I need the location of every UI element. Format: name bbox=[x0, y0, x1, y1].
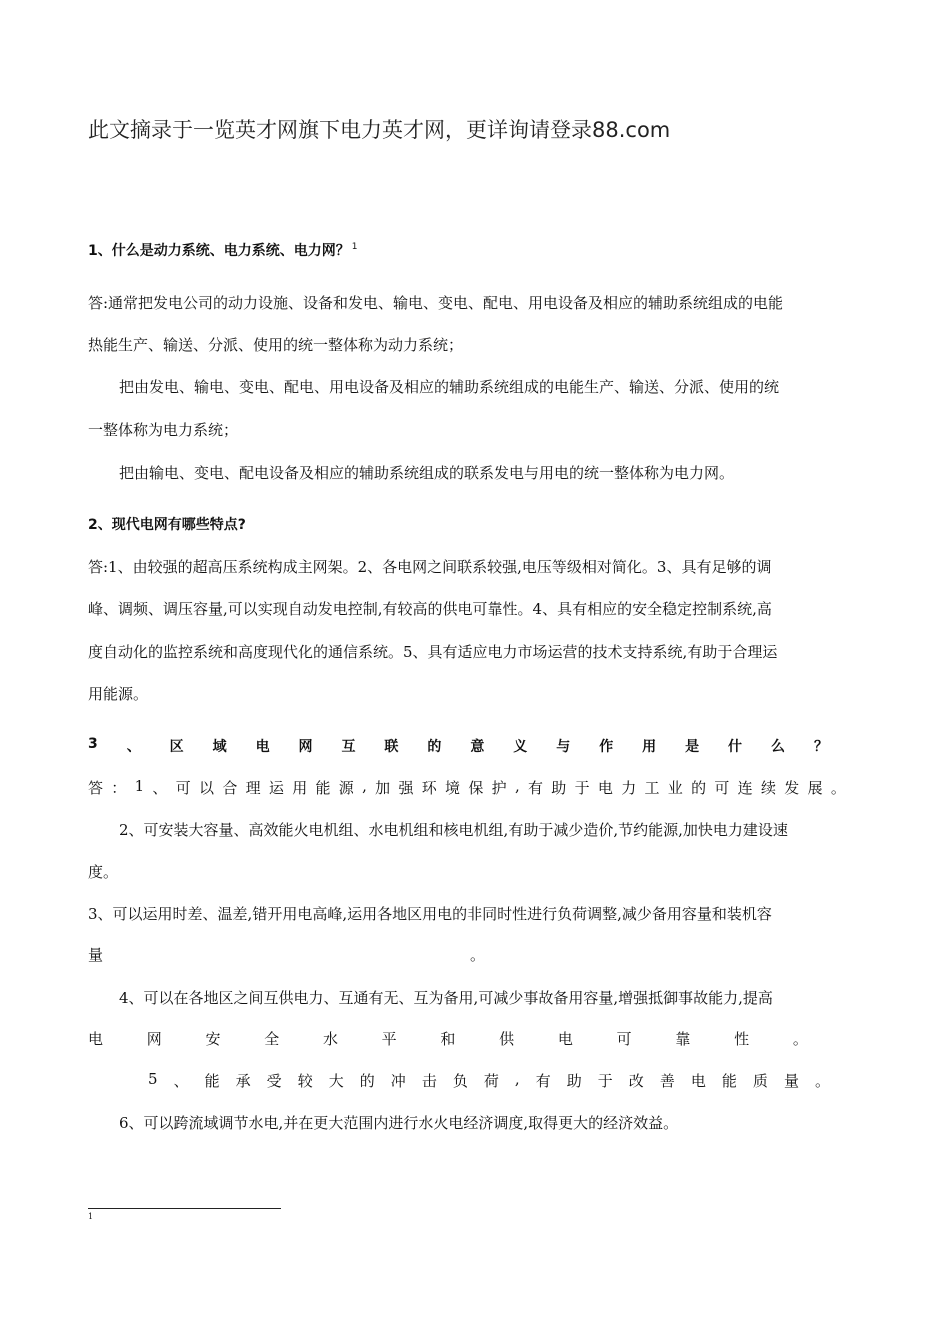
char: 可 bbox=[616, 1030, 632, 1048]
char: 。 bbox=[792, 1030, 808, 1048]
char: 于 bbox=[574, 779, 590, 797]
char: 和 bbox=[440, 1030, 456, 1048]
char: , bbox=[362, 777, 367, 795]
char: 承 bbox=[235, 1072, 251, 1090]
q3-answer-line-3: 度。 bbox=[88, 863, 119, 881]
char: 护 bbox=[491, 779, 507, 797]
char: 业 bbox=[667, 779, 683, 797]
document-header: 此文摘录于一览英才网旗下电力英才网，更详询请登录88.com bbox=[88, 118, 671, 142]
char: 连 bbox=[737, 779, 753, 797]
q3-answer-line-7 bbox=[88, 1028, 808, 1049]
q3-answer-line-9: 6、可以跨流域调节水电,并在更大范围内进行水火电经济调度,取得更大的经济效益。 bbox=[119, 1114, 679, 1132]
char: 供 bbox=[499, 1030, 515, 1048]
char: 可 bbox=[714, 779, 730, 797]
footnote-separator bbox=[88, 1208, 281, 1209]
char: 运 bbox=[268, 779, 284, 797]
char: 用 bbox=[292, 779, 308, 797]
q3-answer-line-6: 4、可以在各地区之间互供电力、互通有无、互为备用,可减少事故备用容量,增强抵御事故能力,提高 bbox=[119, 989, 773, 1007]
q2-answer-line: 度自动化的监控系统和高度现代化的通信系统。5、具有适应电力市场运营的技术支持系统,有助于合理运 bbox=[88, 643, 778, 661]
title-char: 么 bbox=[771, 739, 785, 755]
char: 力 bbox=[621, 779, 637, 797]
title-char: 互 bbox=[341, 739, 356, 755]
char: , bbox=[514, 1070, 520, 1088]
char: 性 bbox=[734, 1030, 750, 1048]
char: 受 bbox=[266, 1072, 282, 1090]
title-char: 与 bbox=[556, 739, 571, 755]
char: 能 bbox=[315, 779, 331, 797]
char: 助 bbox=[551, 779, 567, 797]
char: 、 bbox=[152, 779, 168, 797]
title-char: ？ bbox=[813, 739, 828, 755]
char: 安 bbox=[205, 1030, 221, 1048]
char: 荷 bbox=[483, 1072, 499, 1090]
char: 有 bbox=[528, 779, 544, 797]
char: 以 bbox=[199, 779, 215, 797]
footnote-reference[interactable]: 1 bbox=[351, 242, 358, 252]
title-char: 意 bbox=[470, 739, 485, 755]
char: 全 bbox=[264, 1030, 280, 1048]
char: 保 bbox=[468, 779, 484, 797]
char: 有 bbox=[535, 1072, 551, 1090]
title-char: 作 bbox=[599, 739, 614, 755]
char: 击 bbox=[421, 1072, 437, 1090]
char: 电 bbox=[690, 1072, 706, 1090]
char: 平 bbox=[381, 1030, 397, 1048]
char: 的 bbox=[359, 1072, 375, 1090]
title-char: 的 bbox=[427, 739, 442, 755]
char: 改 bbox=[628, 1072, 644, 1090]
char: 冲 bbox=[390, 1072, 406, 1090]
q1-answer-line: 把由发电、输电、变电、配电、用电设备及相应的辅助系统组成的电能生产、输送、分派、使用的统 bbox=[119, 378, 780, 396]
title-char: 用 bbox=[642, 739, 657, 755]
title-char: 是 bbox=[685, 739, 700, 755]
char: 工 bbox=[644, 779, 660, 797]
char: 量 bbox=[783, 1072, 799, 1090]
title-char: 什 bbox=[728, 739, 743, 755]
title-char: 联 bbox=[384, 739, 399, 755]
q2-answer-line: 用能源。 bbox=[88, 685, 149, 703]
char: 善 bbox=[659, 1072, 675, 1090]
q2-answer-line: 答:1、由较强的超高压系统构成主网架。2、各电网之间联系较强,电压等级相对简化。3、具有足够的调 bbox=[88, 558, 772, 576]
title-char: 义 bbox=[513, 739, 528, 755]
char: 网 bbox=[146, 1030, 162, 1048]
q1-answer-line: 热能生产、输送、分派、使用的统一整体称为动力系统； bbox=[88, 336, 464, 354]
char: , bbox=[514, 777, 520, 795]
question-2-title: 2、现代电网有哪些特点? bbox=[88, 517, 246, 533]
char: 。 bbox=[830, 779, 846, 797]
char: 较 bbox=[297, 1072, 313, 1090]
q1-answer-line: 一整体称为电力系统； bbox=[88, 421, 239, 439]
char: 能 bbox=[721, 1072, 737, 1090]
char: ： bbox=[111, 779, 127, 797]
title-char: 网 bbox=[298, 739, 313, 755]
char: 强 bbox=[398, 779, 414, 797]
q3-answer-line-5-end: 。 bbox=[470, 946, 486, 964]
q1-answer-line: 答:通常把发电公司的动力设施、设备和发电、输电、变电、配电、用电设备及相应的辅助系统组成的电能 bbox=[88, 294, 784, 312]
q3-answer-line-5-start: 量 bbox=[88, 946, 104, 964]
char: 境 bbox=[445, 779, 461, 797]
question-3-title bbox=[88, 736, 828, 756]
title-char: 、 bbox=[126, 739, 141, 755]
char: 靠 bbox=[675, 1030, 691, 1048]
char: 能 bbox=[204, 1072, 220, 1090]
char: 水 bbox=[322, 1030, 338, 1048]
char: 合 bbox=[222, 779, 238, 797]
q3-answer-line-4: 3、可以运用时差、温差,错开用电高峰,运用各地区用电的非同时性进行负荷调整,减少备用容量和装机容 bbox=[88, 905, 772, 923]
char: 、 bbox=[173, 1072, 189, 1090]
char: 答 bbox=[88, 779, 104, 797]
q1-answer-line: 把由输电、变电、配电设备及相应的辅助系统组成的联系发电与用电的统一整体称为电力网。 bbox=[119, 464, 735, 482]
q2-answer-line: 峰、调频、调压容量,可以实现自动发电控制,有较高的供电可靠性。4、具有相应的安全稳定控制系统,高 bbox=[88, 600, 772, 618]
char: 助 bbox=[566, 1072, 582, 1090]
char: 的 bbox=[691, 779, 707, 797]
char: 质 bbox=[752, 1072, 768, 1090]
char: 电 bbox=[88, 1030, 104, 1048]
char: 展 bbox=[807, 779, 823, 797]
char: 。 bbox=[814, 1072, 830, 1090]
q3-answer-line-1 bbox=[88, 777, 846, 798]
char: 1 bbox=[134, 777, 145, 795]
title-char: 3 bbox=[88, 736, 98, 752]
char: 源 bbox=[338, 779, 354, 797]
char: 5 bbox=[148, 1070, 158, 1088]
q3-answer-line-8 bbox=[148, 1070, 830, 1091]
char: 于 bbox=[597, 1072, 613, 1090]
char: 负 bbox=[452, 1072, 468, 1090]
char: 发 bbox=[784, 779, 800, 797]
char: 电 bbox=[597, 779, 613, 797]
title-char: 域 bbox=[212, 739, 227, 755]
title-char: 电 bbox=[255, 739, 270, 755]
char: 续 bbox=[760, 779, 776, 797]
char: 环 bbox=[421, 779, 437, 797]
char: 大 bbox=[328, 1072, 344, 1090]
char: 可 bbox=[175, 779, 191, 797]
char: 电 bbox=[557, 1030, 573, 1048]
footnote-marker: 1 bbox=[88, 1212, 94, 1221]
char: 加 bbox=[375, 779, 391, 797]
char: 理 bbox=[245, 779, 261, 797]
q3-answer-line-2: 2、可安装大容量、高效能火电机组、水电机组和核电机组,有助于减少造价,节约能源,加快电力建设速 bbox=[119, 821, 788, 839]
title-char: 区 bbox=[169, 739, 184, 755]
question-1-title bbox=[88, 240, 357, 260]
question-1-text: 1、什么是动力系统、电力系统、电力网？ bbox=[88, 243, 350, 259]
